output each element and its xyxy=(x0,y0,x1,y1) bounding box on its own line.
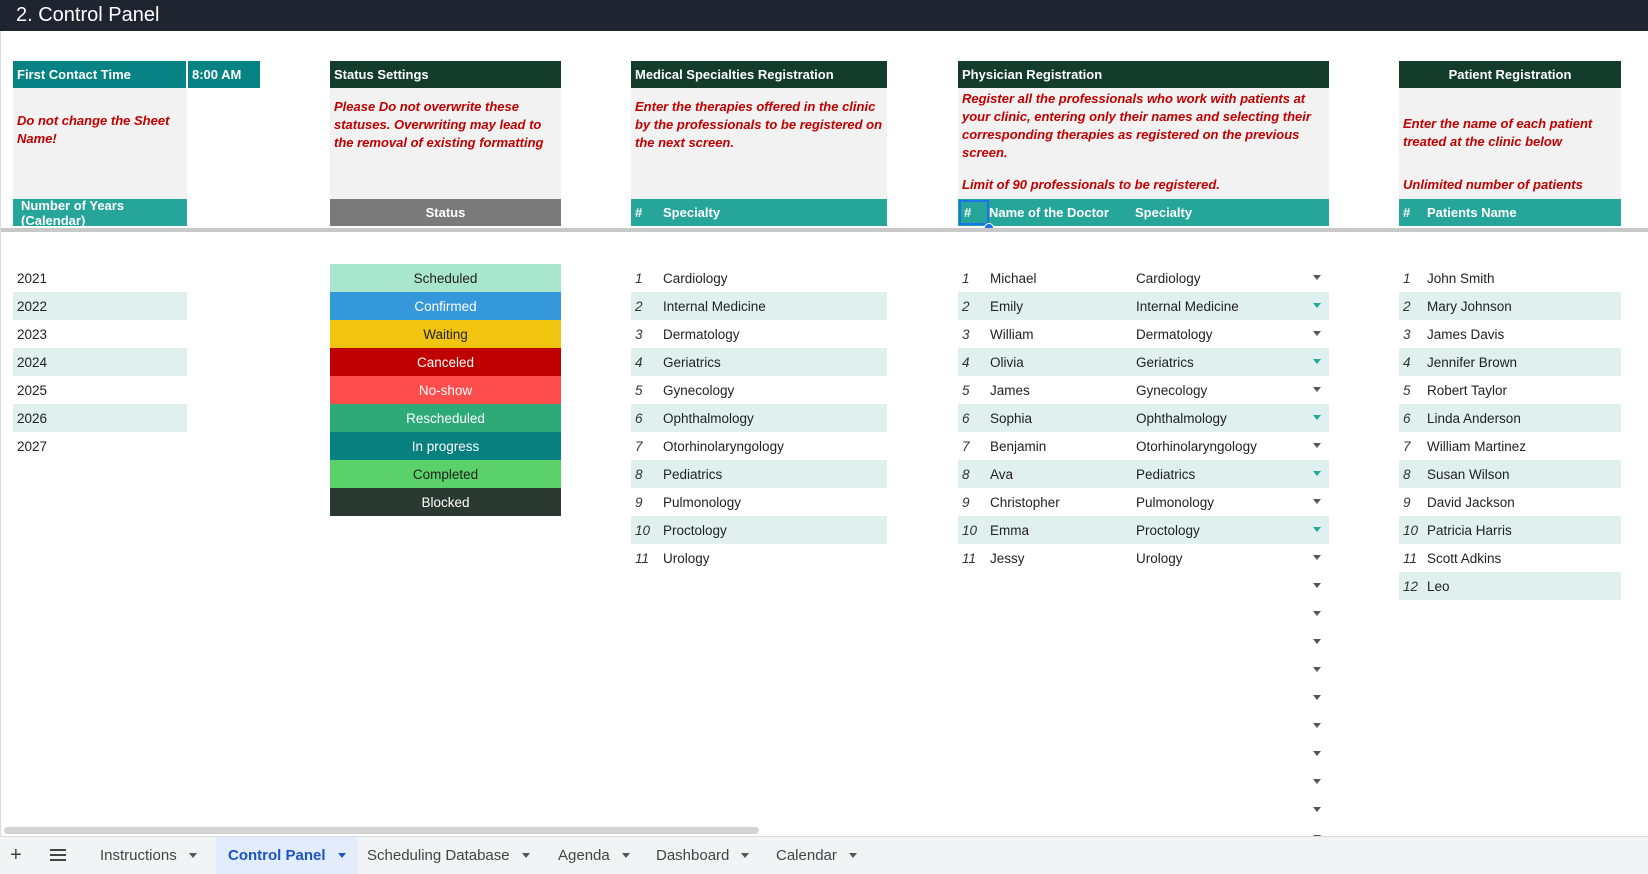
patients-title: Patient Registration xyxy=(1399,61,1621,88)
physician-row-empty[interactable] xyxy=(958,712,1329,740)
specialty-name: Cardiology xyxy=(663,270,728,286)
row-number: 9 xyxy=(635,494,643,510)
row-number: 2 xyxy=(962,298,970,314)
chevron-down-icon[interactable] xyxy=(522,853,530,858)
page-title: 2. Control Panel xyxy=(16,4,160,26)
year-row[interactable] xyxy=(13,376,187,404)
doctor-name: Jessy xyxy=(990,550,1025,566)
row-number: 6 xyxy=(1403,410,1411,426)
row-number: 5 xyxy=(635,382,643,398)
patients-header xyxy=(1399,199,1621,226)
add-sheet-icon[interactable]: + xyxy=(10,844,22,866)
specialties-title: Medical Specialties Registration xyxy=(631,61,887,88)
years-header: Number of Years (Calendar) xyxy=(13,199,187,226)
doctor-specialty: Geriatrics xyxy=(1136,354,1194,370)
row-number: 7 xyxy=(635,438,643,454)
tab-calendar[interactable] xyxy=(764,837,869,874)
row-number: 10 xyxy=(1403,522,1419,538)
physician-row[interactable] xyxy=(958,292,1329,320)
specialties-header xyxy=(631,199,887,226)
tab-label: Control Panel xyxy=(228,847,326,864)
physicians-col-specialty: Specialty xyxy=(1135,205,1193,220)
row-number: 3 xyxy=(962,326,970,342)
specialties-col-name: Specialty xyxy=(663,205,721,220)
status-blocked[interactable] xyxy=(330,488,561,516)
patient-row[interactable] xyxy=(1399,404,1621,432)
status-canceled[interactable] xyxy=(330,348,561,376)
row-number: 5 xyxy=(962,382,970,398)
dropdown-caret-icon[interactable] xyxy=(1313,555,1321,560)
physician-row[interactable] xyxy=(958,404,1329,432)
dropdown-caret-icon[interactable] xyxy=(1313,275,1321,280)
all-sheets-menu-icon[interactable] xyxy=(50,849,66,861)
year-row[interactable] xyxy=(13,404,187,432)
status-no-show[interactable] xyxy=(330,376,561,404)
physician-row[interactable] xyxy=(958,432,1329,460)
tab-scheduling-database[interactable] xyxy=(355,837,542,874)
physician-row-empty[interactable] xyxy=(958,768,1329,796)
tab-label: Dashboard xyxy=(656,847,730,864)
patient-name: Leo xyxy=(1427,578,1450,594)
year-row[interactable] xyxy=(13,348,187,376)
doctor-specialty: Ophthalmology xyxy=(1136,410,1227,426)
row-number: 10 xyxy=(962,522,978,538)
physician-row-empty[interactable] xyxy=(958,796,1329,824)
dropdown-caret-icon[interactable] xyxy=(1313,807,1321,812)
spreadsheet-grid[interactable] xyxy=(0,31,1648,836)
specialty-name: Gynecology xyxy=(663,382,735,398)
patient-row[interactable] xyxy=(1399,544,1621,572)
row-number: 2 xyxy=(1403,298,1411,314)
doctor-specialty: Dermatology xyxy=(1136,326,1213,342)
specialty-row[interactable] xyxy=(631,488,887,516)
doctor-name: Ava xyxy=(990,466,1014,482)
specialty-row[interactable] xyxy=(631,348,887,376)
doctor-specialty: Gynecology xyxy=(1136,382,1208,398)
chevron-down-icon[interactable] xyxy=(189,853,197,858)
row-number: 8 xyxy=(1403,466,1411,482)
status-note: Please Do not overwrite these statuses. Overwriting may lead to the removal of existing formatting xyxy=(330,88,561,203)
patients-note: Enter the name of each patient treated at the clinic below xyxy=(1399,88,1621,203)
row-number: 1 xyxy=(962,270,970,286)
physician-row[interactable] xyxy=(958,516,1329,544)
row-number: 7 xyxy=(1403,438,1411,454)
row-number: 2 xyxy=(635,298,643,314)
row-number: 6 xyxy=(635,410,643,426)
dropdown-caret-icon[interactable] xyxy=(1313,611,1321,616)
physicians-col-num[interactable]: # xyxy=(959,200,989,225)
row-number: 11 xyxy=(1403,550,1418,566)
patient-row[interactable] xyxy=(1399,376,1621,404)
year-row[interactable] xyxy=(13,264,187,292)
doctor-name: Olivia xyxy=(990,354,1024,370)
physician-row[interactable] xyxy=(958,544,1329,572)
sheet-name-note: Do not change the Sheet Name! xyxy=(13,88,187,203)
dropdown-caret-icon[interactable] xyxy=(1313,415,1321,420)
doctor-name: Emma xyxy=(990,522,1030,538)
specialty-name: Internal Medicine xyxy=(663,298,766,314)
year-value: 2023 xyxy=(17,326,48,342)
specialty-row[interactable] xyxy=(631,376,887,404)
row-number: 8 xyxy=(635,466,643,482)
physicians-list xyxy=(958,264,1329,852)
row-number: 6 xyxy=(962,410,970,426)
year-row[interactable] xyxy=(13,320,187,348)
tab-instructions[interactable] xyxy=(88,837,209,874)
physician-row[interactable] xyxy=(958,264,1329,292)
specialty-row[interactable] xyxy=(631,264,887,292)
status-waiting[interactable] xyxy=(330,320,561,348)
doctor-name: James xyxy=(990,382,1030,398)
first-contact-label: First Contact Time xyxy=(13,61,187,88)
specialty-name: Pulmonology xyxy=(663,494,742,510)
specialty-row[interactable] xyxy=(631,320,887,348)
doctor-name: William xyxy=(990,326,1034,342)
patient-row[interactable] xyxy=(1399,292,1621,320)
physician-row-empty[interactable] xyxy=(958,572,1329,600)
dropdown-caret-icon[interactable] xyxy=(1313,359,1321,364)
tab-agenda[interactable] xyxy=(546,837,642,874)
doctor-specialty: Pulmonology xyxy=(1136,494,1215,510)
freeze-line[interactable] xyxy=(1,228,1648,232)
doctor-specialty: Otorhinolaryngology xyxy=(1136,438,1257,454)
dropdown-caret-icon[interactable] xyxy=(1313,779,1321,784)
status-label: Blocked xyxy=(421,494,470,510)
specialty-row[interactable] xyxy=(631,432,887,460)
doctor-specialty: Proctology xyxy=(1136,522,1200,538)
dropdown-caret-icon[interactable] xyxy=(1313,387,1321,392)
dropdown-caret-icon[interactable] xyxy=(1313,723,1321,728)
row-number: 8 xyxy=(962,466,970,482)
physician-row[interactable] xyxy=(958,376,1329,404)
year-row[interactable] xyxy=(13,292,187,320)
year-value: 2027 xyxy=(17,438,48,454)
year-value: 2026 xyxy=(17,410,48,426)
doctor-name: Michael xyxy=(990,270,1037,286)
patient-row[interactable] xyxy=(1399,488,1621,516)
specialties-col-num: # xyxy=(635,205,643,220)
status-label: Completed xyxy=(412,466,479,482)
year-value: 2024 xyxy=(17,354,48,370)
tab-control-panel[interactable] xyxy=(216,837,358,874)
status-label: Scheduled xyxy=(413,270,478,286)
dropdown-caret-icon[interactable] xyxy=(1313,583,1321,588)
row-number: 1 xyxy=(635,270,643,286)
status-label: Waiting xyxy=(423,326,468,342)
dropdown-caret-icon[interactable] xyxy=(1313,443,1321,448)
physician-row-empty[interactable] xyxy=(958,740,1329,768)
doctor-specialty: Internal Medicine xyxy=(1136,298,1239,314)
dropdown-caret-icon[interactable] xyxy=(1313,695,1321,700)
patient-row[interactable] xyxy=(1399,572,1621,600)
dropdown-caret-icon[interactable] xyxy=(1313,527,1321,532)
physician-row[interactable] xyxy=(958,348,1329,376)
patients-list xyxy=(1399,264,1621,600)
patients-col-num: # xyxy=(1403,205,1411,220)
title-bar xyxy=(0,0,1648,31)
row-number: 4 xyxy=(962,354,970,370)
dropdown-caret-icon[interactable] xyxy=(1313,303,1321,308)
chevron-down-icon[interactable] xyxy=(741,853,749,858)
specialty-row[interactable] xyxy=(631,460,887,488)
physicians-title: Physician Registration xyxy=(958,61,1329,88)
row-number: 3 xyxy=(635,326,643,342)
physician-row-empty[interactable] xyxy=(958,684,1329,712)
specialty-name: Dermatology xyxy=(663,326,740,342)
status-in-progress[interactable] xyxy=(330,432,561,460)
patients-col-name: Patients Name xyxy=(1427,205,1517,220)
dropdown-caret-icon[interactable] xyxy=(1313,667,1321,672)
row-number: 11 xyxy=(962,550,977,566)
year-value: 2025 xyxy=(17,382,48,398)
patient-name: Linda Anderson xyxy=(1427,410,1521,426)
row-number: 3 xyxy=(1403,326,1411,342)
status-label: No-show xyxy=(418,382,473,398)
doctor-name: Benjamin xyxy=(990,438,1047,454)
status-list xyxy=(330,264,561,516)
row-number: 9 xyxy=(1403,494,1411,510)
status-label: In progress xyxy=(411,438,480,454)
patient-name: William Martinez xyxy=(1427,438,1527,454)
status-scheduled[interactable] xyxy=(330,264,561,292)
year-value: 2022 xyxy=(17,298,48,314)
status-settings-title: Status Settings xyxy=(330,61,561,88)
physician-row[interactable] xyxy=(958,320,1329,348)
specialty-row[interactable] xyxy=(631,292,887,320)
physician-row[interactable] xyxy=(958,488,1329,516)
specialty-name: Ophthalmology xyxy=(663,410,754,426)
specialties-note: Enter the therapies offered in the clinic by the professionals to be registered on the next screen. xyxy=(631,88,887,203)
specialty-row[interactable] xyxy=(631,544,887,572)
physicians-header xyxy=(958,199,1329,226)
tab-dashboard[interactable] xyxy=(644,837,761,874)
chevron-down-icon[interactable] xyxy=(849,853,857,858)
tab-label: Scheduling Database xyxy=(367,847,510,864)
year-value: 2021 xyxy=(17,270,48,286)
patient-row[interactable] xyxy=(1399,460,1621,488)
status-label: Confirmed xyxy=(414,298,477,314)
doctor-name: Christopher xyxy=(990,494,1060,510)
row-number: 7 xyxy=(962,438,970,454)
row-number: 11 xyxy=(635,550,650,566)
status-confirmed[interactable] xyxy=(330,292,561,320)
year-row[interactable] xyxy=(13,432,187,460)
status-label: Rescheduled xyxy=(406,410,485,426)
physicians-note: Register all the professionals who work with patients at your clinic, entering only their names and selecting their corresponding therapies as registered on the previous screen. xyxy=(958,88,1329,203)
patient-name: Mary Johnson xyxy=(1427,298,1512,314)
tab-label: Instructions xyxy=(100,847,177,864)
specialty-name: Urology xyxy=(663,550,710,566)
status-rescheduled[interactable] xyxy=(330,404,561,432)
tab-label: Agenda xyxy=(558,847,610,864)
horizontal-scrollbar[interactable] xyxy=(4,827,759,834)
patient-name: Scott Adkins xyxy=(1427,550,1502,566)
chevron-down-icon[interactable] xyxy=(622,853,630,858)
dropdown-caret-icon[interactable] xyxy=(1313,471,1321,476)
row-number: 12 xyxy=(1403,578,1419,594)
specialties-list xyxy=(631,264,887,572)
physicians-col-name: Name of the Doctor xyxy=(989,205,1109,220)
row-number: 5 xyxy=(1403,382,1411,398)
patient-row[interactable] xyxy=(1399,320,1621,348)
physician-row-empty[interactable] xyxy=(958,600,1329,628)
patient-name: James Davis xyxy=(1427,326,1505,342)
physician-row-empty[interactable] xyxy=(958,628,1329,656)
specialty-name: Proctology xyxy=(663,522,727,538)
row-number: 9 xyxy=(962,494,970,510)
tab-label: Calendar xyxy=(776,847,837,864)
doctor-name: Emily xyxy=(990,298,1023,314)
patient-name: Susan Wilson xyxy=(1427,466,1510,482)
years-list xyxy=(13,264,187,460)
specialty-name: Otorhinolaryngology xyxy=(663,438,784,454)
specialty-name: Geriatrics xyxy=(663,354,721,370)
patient-name: Robert Taylor xyxy=(1427,382,1508,398)
row-number: 1 xyxy=(1403,270,1411,286)
specialty-row[interactable] xyxy=(631,516,887,544)
status-completed[interactable] xyxy=(330,460,561,488)
doctor-name: Sophia xyxy=(990,410,1033,426)
dropdown-caret-icon[interactable] xyxy=(1313,331,1321,336)
patient-row[interactable] xyxy=(1399,348,1621,376)
chevron-down-icon[interactable] xyxy=(338,853,346,858)
doctor-specialty: Cardiology xyxy=(1136,270,1201,286)
patient-row[interactable] xyxy=(1399,264,1621,292)
physicians-limit: Limit of 90 professionals to be registered. xyxy=(962,177,1220,192)
status-label: Canceled xyxy=(416,354,475,370)
dropdown-caret-icon[interactable] xyxy=(1313,751,1321,756)
doctor-specialty: Pediatrics xyxy=(1136,466,1196,482)
doctor-specialty: Urology xyxy=(1136,550,1183,566)
specialty-row[interactable] xyxy=(631,404,887,432)
physician-row-empty[interactable] xyxy=(958,656,1329,684)
specialty-name: Pediatrics xyxy=(663,466,723,482)
row-number: 4 xyxy=(1403,354,1411,370)
physician-row[interactable] xyxy=(958,460,1329,488)
status-header: Status xyxy=(330,199,561,226)
patient-name: Jennifer Brown xyxy=(1427,354,1518,370)
patients-limit: Unlimited number of patients xyxy=(1403,177,1583,192)
dropdown-caret-icon[interactable] xyxy=(1313,639,1321,644)
dropdown-caret-icon[interactable] xyxy=(1313,499,1321,504)
patient-name: John Smith xyxy=(1427,270,1495,286)
sheet-tab-bar xyxy=(0,836,1648,874)
row-number: 10 xyxy=(635,522,651,538)
patient-name: David Jackson xyxy=(1427,494,1515,510)
patient-row[interactable] xyxy=(1399,432,1621,460)
row-number: 4 xyxy=(635,354,643,370)
patient-row[interactable] xyxy=(1399,516,1621,544)
patient-name: Patricia Harris xyxy=(1427,522,1512,538)
first-contact-value[interactable]: 8:00 AM xyxy=(188,61,260,88)
